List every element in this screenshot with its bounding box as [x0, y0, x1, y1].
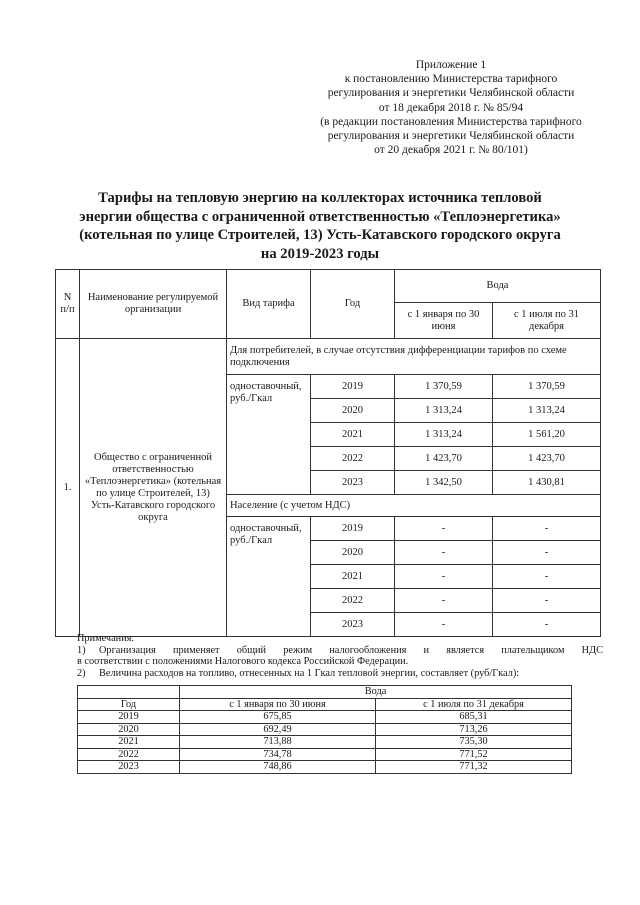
year-cell: 2022 [311, 447, 395, 471]
value-cell: - [493, 613, 601, 637]
notes [77, 633, 603, 679]
appendix-line: Приложение 1 [415, 59, 487, 71]
fuel-header-water: Вода [180, 686, 572, 699]
value-cell: - [395, 517, 493, 541]
fuel-value-cell: 675,85 [180, 711, 376, 724]
notes-heading: Примечания: [77, 633, 135, 644]
fuel-year-cell: 2023 [78, 761, 180, 774]
note-1 [77, 645, 603, 657]
header-org: Наименование регулируемой организации [80, 270, 227, 339]
org-name: Общество с ограниченной ответственностью «Теплоэнергетика» (котельная по улице Строителей, 13) Усть-Катавского городского округа [80, 339, 227, 637]
fuel-year-cell: 2020 [78, 723, 180, 736]
document-title [70, 189, 570, 263]
year-cell: 2019 [311, 517, 395, 541]
row-number: 1. [56, 339, 80, 637]
tariff-type-cell: одноставочный, руб./Гкал [227, 375, 311, 495]
year-cell: 2019 [311, 375, 395, 399]
note-number: 1) [77, 644, 86, 656]
year-cell: 2023 [311, 613, 395, 637]
fuel-header-period1: с 1 января по 30 июня [180, 698, 376, 711]
value-cell: 1 313,24 [395, 399, 493, 423]
appendix-line: к постановлению Министерства тарифного [344, 73, 558, 86]
fuel-header-empty [78, 686, 180, 699]
fuel-value-cell: 685,31 [376, 711, 572, 724]
fuel-year-cell: 2022 [78, 748, 180, 761]
fuel-year-cell: 2019 [78, 711, 180, 724]
title-line: Тарифы на тепловую энергию на коллекторах источника тепловой [98, 190, 542, 206]
year-cell: 2020 [311, 541, 395, 565]
note-2 [77, 668, 603, 680]
fuel-value-cell: 771,52 [376, 748, 572, 761]
section-title: Для потребителей, в случае отсутствия дифференциации тарифов по схеме подключения [227, 339, 601, 375]
year-cell: 2021 [311, 423, 395, 447]
fuel-value-cell: 692,49 [180, 723, 376, 736]
tariff-type-cell: одноставочный, руб./Гкал [227, 517, 311, 637]
value-cell: 1 342,50 [395, 471, 493, 495]
fuel-header-period2: с 1 июля по 31 декабря [376, 698, 572, 711]
appendix-line: (в редакции постановления Министерства тарифного [320, 115, 582, 128]
appendix-line: регулирования и энергетики Челябинской области [327, 87, 575, 100]
appendix-line: от 20 декабря 2021 г. № 80/101) [374, 144, 528, 157]
appendix-line: регулирования и энергетики Челябинской области [327, 130, 575, 143]
value-cell: - [493, 589, 601, 613]
value-cell: - [395, 541, 493, 565]
fuel-value-cell: 735,30 [376, 736, 572, 749]
value-cell: - [493, 541, 601, 565]
value-cell: - [395, 565, 493, 589]
fuel-value-cell: 734,78 [180, 748, 376, 761]
note-text: Величина расходов на топливо, отнесенных на 1 Гкал тепловой энергии, составляет (руб/Гкал): [99, 667, 520, 679]
header-water: Вода [395, 270, 601, 303]
title-line: на 2019-2023 годы [260, 245, 380, 262]
fuel-value-cell: 748,86 [180, 761, 376, 774]
appendix-line: от 18 декабря 2018 г. № 85/94 [378, 101, 524, 114]
header-tariff-type: Вид тарифа [227, 270, 311, 339]
value-cell: - [395, 613, 493, 637]
fuel-value-cell: 771,32 [376, 761, 572, 774]
value-cell: - [493, 517, 601, 541]
header-num: N п/п [56, 270, 80, 339]
value-cell: 1 313,24 [493, 399, 601, 423]
year-cell: 2020 [311, 399, 395, 423]
note-text: Организация применяет общий режим налогообложения и является плательщиком НДС [99, 644, 603, 656]
fuel-value-cell: 713,26 [376, 723, 572, 736]
note-text: в соответствии с положениями Налогового кодекса Российской Федерации. [77, 656, 409, 668]
value-cell: - [395, 589, 493, 613]
value-cell: 1 313,24 [395, 423, 493, 447]
note-number: 2) [77, 667, 86, 679]
value-cell: - [493, 565, 601, 589]
value-cell: 1 423,70 [395, 447, 493, 471]
value-cell: 1 561,20 [493, 423, 601, 447]
value-cell: 1 370,59 [493, 375, 601, 399]
fuel-cost-table [77, 685, 572, 774]
fuel-value-cell: 713,88 [180, 736, 376, 749]
header-period2: с 1 июля по 31 декабря [493, 303, 601, 339]
header-period1: с 1 января по 30 июня [395, 303, 493, 339]
header-year: Год [311, 270, 395, 339]
title-line: (котельная по улице Строителей, 13) Усть-Катавского городского округа [79, 227, 561, 243]
year-cell: 2021 [311, 565, 395, 589]
value-cell: 1 423,70 [493, 447, 601, 471]
value-cell: 1 370,59 [395, 375, 493, 399]
appendix-header [290, 58, 612, 157]
value-cell: 1 430,81 [493, 471, 601, 495]
title-line: энергии общества с ограниченной ответственностью «Теплоэнергетика» [79, 208, 561, 225]
fuel-year-cell: 2021 [78, 736, 180, 749]
fuel-header-year: Год [78, 698, 180, 711]
section-title: Население (с учетом НДС) [227, 495, 601, 517]
year-cell: 2023 [311, 471, 395, 495]
tariff-table [55, 269, 601, 637]
year-cell: 2022 [311, 589, 395, 613]
